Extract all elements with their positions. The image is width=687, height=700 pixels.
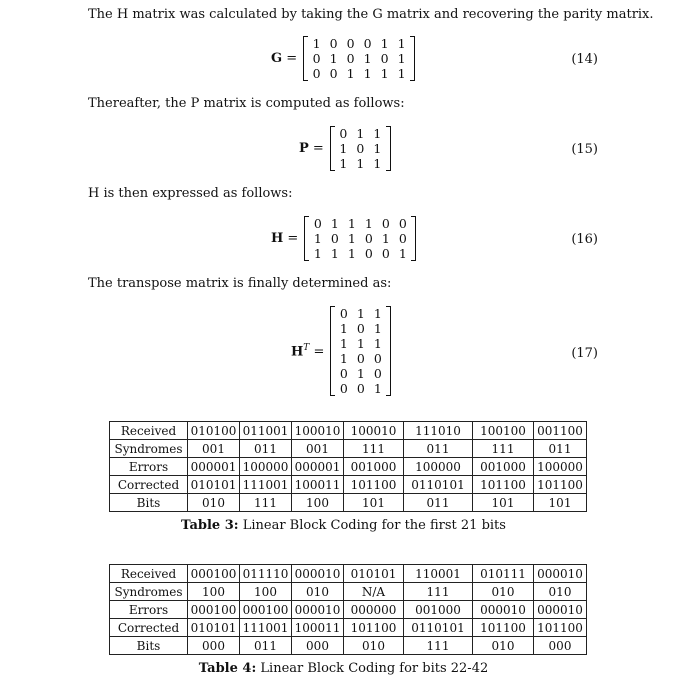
matrix-cell: 0 <box>380 51 389 66</box>
table-cell: 011 <box>240 637 292 655</box>
table-cell: 000 <box>534 637 587 655</box>
matrix-cell: 0 <box>339 306 348 321</box>
table-cell: 100000 <box>404 458 473 476</box>
matrix-cell: 1 <box>347 231 356 246</box>
matrix-row <box>335 141 386 156</box>
paragraph-h-matrix: H is then expressed as follows: <box>88 186 293 201</box>
matrix-cell: 1 <box>397 66 406 81</box>
table-cell: 000010 <box>534 601 587 619</box>
matrix-row <box>309 216 411 231</box>
table-cell: 000010 <box>292 601 344 619</box>
matrix-cell: 1 <box>381 231 390 246</box>
matrix-cell: 0 <box>373 366 382 381</box>
table-cell: 000010 <box>534 565 587 583</box>
table-cell: 110001 <box>404 565 473 583</box>
table-cell: 011 <box>404 440 473 458</box>
equation-number-17: (17) <box>571 346 598 361</box>
table-cell: 010 <box>344 637 404 655</box>
table-cell: 010 <box>534 583 587 601</box>
row-header-cell: Errors <box>110 601 188 619</box>
table-cell: 011110 <box>240 565 292 583</box>
matrix-row <box>335 366 386 381</box>
matrix-row <box>309 246 411 261</box>
p-symbol: P <box>299 141 309 156</box>
matrix-cell: 1 <box>380 36 389 51</box>
row-header-cell: Received <box>110 422 188 440</box>
matrix-cell: 0 <box>312 51 321 66</box>
table-cell: 000010 <box>473 601 534 619</box>
matrix-cell: 1 <box>373 141 382 156</box>
matrix-cell: 1 <box>313 246 322 261</box>
row-header-cell: Received <box>110 565 188 583</box>
row-header-cell: Errors <box>110 458 188 476</box>
equation-17-body: $H^T$ = 0 1 1 1 0 1 1 1 1 1 0 0 0 1 0 0 0 1 <box>291 306 391 396</box>
table-cell: 011001 <box>240 422 292 440</box>
table-cell: N/A <box>344 583 404 601</box>
matrix-cell: 0 <box>329 36 338 51</box>
matrix-cell: 1 <box>397 51 406 66</box>
table-cell: 010 <box>473 583 534 601</box>
matrix-cell: 1 <box>373 381 382 396</box>
table-cell: 100000 <box>534 458 587 476</box>
table-row <box>110 619 587 637</box>
matrix-cell: 1 <box>313 231 322 246</box>
table-cell: 000010 <box>292 565 344 583</box>
matrix-cell: 1 <box>356 306 365 321</box>
table-cell: 011 <box>240 440 292 458</box>
matrix-cell: 1 <box>312 36 321 51</box>
matrix-cell: 0 <box>330 231 339 246</box>
table-cell: 000 <box>188 637 240 655</box>
matrix-cell: 1 <box>373 321 382 336</box>
table-cell: 000000 <box>344 601 404 619</box>
matrix-cell: 1 <box>347 246 356 261</box>
row-header-cell: Corrected <box>110 476 188 494</box>
matrix-cell: 1 <box>339 336 348 351</box>
table-row <box>110 422 587 440</box>
matrix-cell: 0 <box>364 231 373 246</box>
matrix-cell: 0 <box>364 246 373 261</box>
table-cell: 0110101 <box>404 619 473 637</box>
table-row <box>110 601 587 619</box>
table-cell: 000100 <box>188 601 240 619</box>
table-cell: 101 <box>534 494 587 512</box>
table-cell: 111010 <box>404 422 473 440</box>
matrix-cell: 1 <box>339 156 348 171</box>
equation-15 <box>0 126 687 176</box>
table-cell: 0110101 <box>404 476 473 494</box>
table-row <box>110 494 587 512</box>
matrix-row <box>308 36 410 51</box>
table-cell: 101100 <box>344 476 404 494</box>
matrix-cell: 1 <box>380 66 389 81</box>
transpose-superscript: T <box>303 342 310 353</box>
table-cell: 000001 <box>188 458 240 476</box>
table-row <box>110 476 587 494</box>
matrix-row <box>335 381 386 396</box>
matrix-row <box>335 336 386 351</box>
table-cell: 100 <box>292 494 344 512</box>
row-header-cell: Syndromes <box>110 583 188 601</box>
matrix-cell: 1 <box>356 126 365 141</box>
table-cell: 111 <box>240 494 292 512</box>
paragraph-transpose: The transpose matrix is finally determined as: <box>88 276 392 291</box>
equation-16 <box>0 216 687 266</box>
ht-symbol: H <box>291 344 304 360</box>
table-cell: 000001 <box>292 458 344 476</box>
table-cell: 010101 <box>344 565 404 583</box>
matrix-cell: 0 <box>346 51 355 66</box>
matrix-cell: 1 <box>347 216 356 231</box>
equation-number-14: (14) <box>571 52 598 67</box>
equation-number-15: (15) <box>571 142 598 157</box>
matrix-cell: 0 <box>356 321 365 336</box>
row-header-cell: Bits <box>110 637 188 655</box>
equation-16-body: H = 0 1 1 1 0 0 1 0 1 0 1 0 1 1 1 0 0 1 <box>271 216 416 261</box>
table-cell: 010 <box>473 637 534 655</box>
table-row <box>110 458 587 476</box>
table-cell: 010100 <box>188 422 240 440</box>
table-cell: 001 <box>188 440 240 458</box>
matrix-cell: 0 <box>373 351 382 366</box>
matrix-cell: 0 <box>381 216 390 231</box>
matrix-cell: 1 <box>330 246 339 261</box>
matrix-cell: 0 <box>312 66 321 81</box>
matrix-row <box>335 321 386 336</box>
row-header-cell: Corrected <box>110 619 188 637</box>
table-cell: 010 <box>292 583 344 601</box>
row-header-cell: Bits <box>110 494 188 512</box>
table-cell: 100 <box>188 583 240 601</box>
table-cell: 000100 <box>240 601 292 619</box>
matrix-cell: 0 <box>339 366 348 381</box>
matrix-cell: 1 <box>329 51 338 66</box>
table-cell: 011 <box>404 494 473 512</box>
h-symbol: H <box>271 231 284 246</box>
matrix-cell: 0 <box>313 216 322 231</box>
table-cell: 010101 <box>188 476 240 494</box>
matrix-cell: 1 <box>356 336 365 351</box>
matrix-cell: 1 <box>373 306 382 321</box>
table-cell: 100 <box>240 583 292 601</box>
matrix-row <box>308 66 410 81</box>
table-cell: 001000 <box>404 601 473 619</box>
g-matrix <box>303 36 415 81</box>
g-symbol: G <box>271 51 283 66</box>
matrix-cell: 1 <box>346 66 355 81</box>
equation-17 <box>0 306 687 402</box>
matrix-cell: 0 <box>329 66 338 81</box>
matrix-cell: 0 <box>339 126 348 141</box>
matrix-row <box>308 51 410 66</box>
matrix-cell: 0 <box>339 381 348 396</box>
table-row <box>110 583 587 601</box>
matrix-cell: 0 <box>356 351 365 366</box>
table-cell: 001000 <box>344 458 404 476</box>
table-row <box>110 565 587 583</box>
matrix-cell: 1 <box>364 216 373 231</box>
table-cell: 000 <box>292 637 344 655</box>
table-row <box>110 440 587 458</box>
table-cell: 111001 <box>240 476 292 494</box>
table-cell: 010111 <box>473 565 534 583</box>
table-cell: 101100 <box>534 476 587 494</box>
p-matrix <box>330 126 391 171</box>
paragraph-p-matrix: Thereafter, the P matrix is computed as follows: <box>88 96 405 111</box>
matrix-cell: 0 <box>356 381 365 396</box>
equation-14-body: G = 1 0 0 0 1 1 0 1 0 1 0 1 0 0 1 1 1 1 <box>271 36 415 81</box>
table-cell: 001 <box>292 440 344 458</box>
matrix-cell: 1 <box>363 66 372 81</box>
matrix-cell: 0 <box>381 246 390 261</box>
matrix-cell: 1 <box>373 126 382 141</box>
matrix-cell: 1 <box>373 156 382 171</box>
matrix-cell: 1 <box>339 321 348 336</box>
table-cell: 101100 <box>473 619 534 637</box>
equation-15-body: P = 0 1 1 1 0 1 1 1 1 <box>299 126 391 171</box>
h-matrix <box>304 216 416 261</box>
table-cell: 101100 <box>344 619 404 637</box>
matrix-row <box>335 156 386 171</box>
table-cell: 010101 <box>188 619 240 637</box>
matrix-cell: 1 <box>339 141 348 156</box>
table-cell: 100000 <box>240 458 292 476</box>
matrix-cell: 0 <box>346 36 355 51</box>
matrix-cell: 1 <box>397 36 406 51</box>
table-cell: 100011 <box>292 619 344 637</box>
table-cell: 111 <box>473 440 534 458</box>
table-cell: 100100 <box>473 422 534 440</box>
table-cell: 101100 <box>534 619 587 637</box>
table-cell: 101 <box>344 494 404 512</box>
matrix-cell: 0 <box>356 141 365 156</box>
matrix-cell: 1 <box>373 336 382 351</box>
matrix-cell: 0 <box>398 216 407 231</box>
table-4-caption: Table 4: Linear Block Coding for bits 22-42 <box>198 661 489 676</box>
equation-14 <box>0 36 687 86</box>
table-row <box>110 637 587 655</box>
table-cell: 010 <box>188 494 240 512</box>
table-3 <box>109 421 587 512</box>
table-cell: 111 <box>404 583 473 601</box>
ht-matrix <box>330 306 391 396</box>
table-cell: 100011 <box>292 476 344 494</box>
matrix-row <box>335 351 386 366</box>
table-cell: 111 <box>404 637 473 655</box>
row-header-cell: Syndromes <box>110 440 188 458</box>
matrix-row <box>335 306 386 321</box>
paragraph-g-matrix: The H matrix was calculated by taking the G matrix and recovering the parity matrix. <box>88 7 654 22</box>
matrix-cell: 0 <box>398 231 407 246</box>
equation-number-16: (16) <box>571 232 598 247</box>
table-cell: 100010 <box>344 422 404 440</box>
matrix-cell: 0 <box>363 36 372 51</box>
matrix-cell: 1 <box>356 156 365 171</box>
table-cell: 100010 <box>292 422 344 440</box>
table-cell: 101100 <box>473 476 534 494</box>
matrix-row <box>335 126 386 141</box>
table-cell: 111001 <box>240 619 292 637</box>
table-cell: 001100 <box>534 422 587 440</box>
matrix-cell: 1 <box>356 366 365 381</box>
matrix-cell: 1 <box>363 51 372 66</box>
matrix-cell: 1 <box>330 216 339 231</box>
matrix-cell: 1 <box>398 246 407 261</box>
table-cell: 101 <box>473 494 534 512</box>
matrix-row <box>309 231 411 246</box>
table-3-caption: Table 3: Linear Block Coding for the first 21 bits <box>181 518 506 533</box>
table-cell: 000100 <box>188 565 240 583</box>
table-cell: 111 <box>344 440 404 458</box>
table-4 <box>109 564 587 655</box>
table-cell: 011 <box>534 440 587 458</box>
table-cell: 001000 <box>473 458 534 476</box>
matrix-cell: 1 <box>339 351 348 366</box>
